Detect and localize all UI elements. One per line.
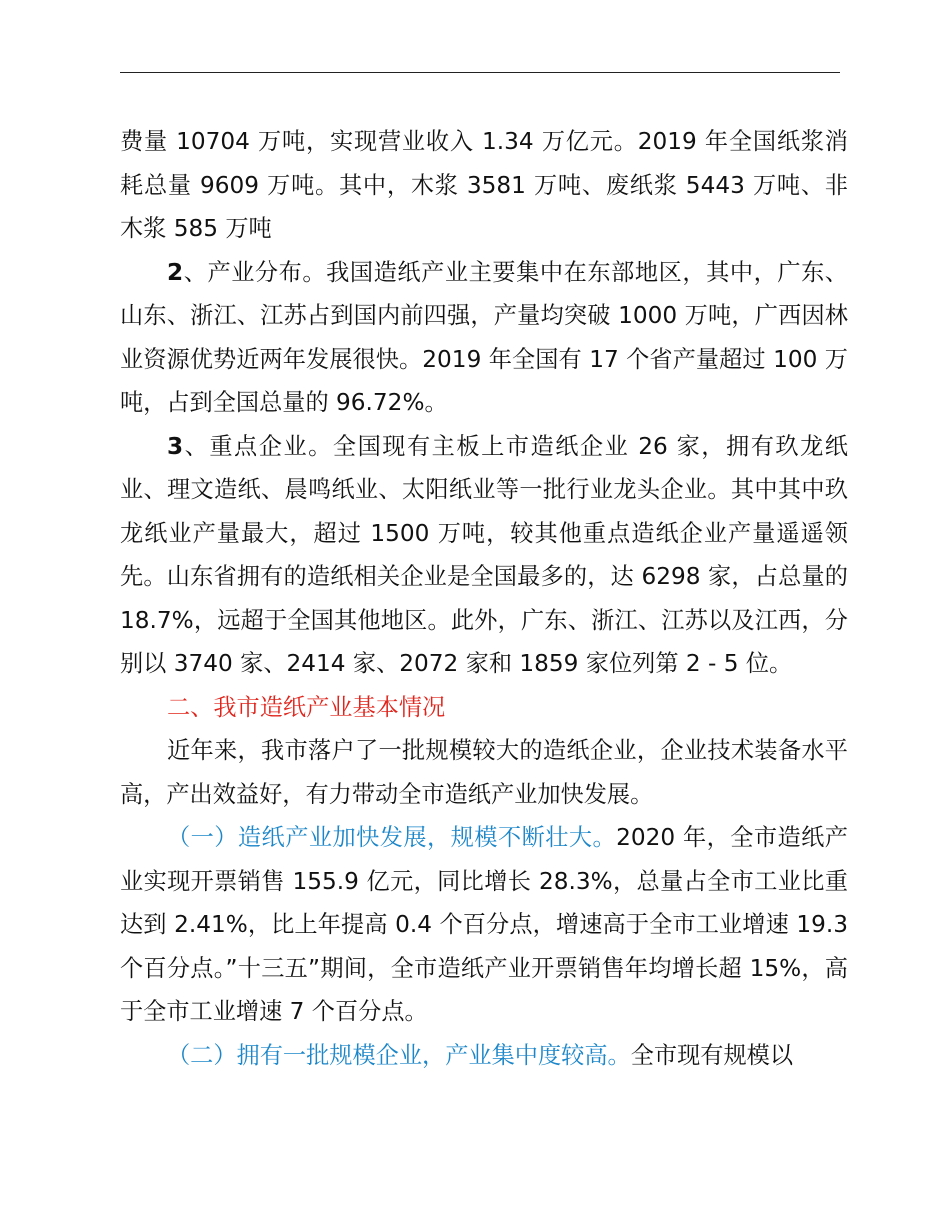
subheading: （一）造纸产业加快发展，规模不断壮大。 xyxy=(167,824,617,851)
paragraph-text: 2020 年，全市造纸产业实现开票销售 155.9 亿元，同比增长 28.3%，总量占全市工业比重达到 2.41%，比上年提高 0.4 个百分点，增速高于全市工业增速 19.3 个百分点。”十三五”期间，全市造纸产业开票销售年均增长超 15%，高于全市工业增速 7 个百分点。 xyxy=(120,824,848,1025)
document-body xyxy=(120,120,848,1077)
subheading: （二）拥有一批规模企业，产业集中度较高。 xyxy=(167,1041,631,1069)
paragraph-key-enterprises xyxy=(120,425,848,686)
paragraph-text: 全市现有规模以 xyxy=(630,1041,794,1069)
paragraph-consumption: 费量 10704 万吨，实现营业收入 1.34 万亿元。2019 年全国纸浆消耗总量 9609 万吨。其中，木浆 3581 万吨、废纸浆 5443 万吨、非木浆 585 万吨 xyxy=(120,128,848,242)
item-number: 3 xyxy=(167,432,184,460)
item-number: 2 xyxy=(167,258,184,286)
header-rule xyxy=(120,72,840,73)
paragraph-industry-distribution xyxy=(120,251,848,425)
paragraph-text: 、重点企业。全国现有主板上市造纸企业 26 家，拥有玖龙纸业、理文造纸、晨鸣纸业、太阳纸业等一批行业龙头企业。其中其中玖龙纸业产量最大，超过 1500 万吨，较其他重点造纸企业产量遥遥领先。山东省拥有的造纸相关企业是全国最多的，达 6298 家，占总量的 18.7%，远超于全国其他地区。此外，广东、浙江、江苏以及江西，分别以 3740 家、2414 家、2072 家和 1859 家位列第 2 - 5 位。 xyxy=(120,432,848,677)
section-heading-city-overview: 二、我市造纸产业基本情况 xyxy=(167,693,446,721)
paragraph-scale-growth xyxy=(120,816,848,1034)
paragraph-text: 、产业分布。我国造纸产业主要集中在东部地区，其中，广东、山东、浙江、江苏占到国内前四强，产量均突破 1000 万吨，广西因林业资源优势近两年发展很快。2019 年全国有 17 个省产量超过 100 万吨，占到全国总量的 96.72%。 xyxy=(120,258,848,416)
paragraph-enterprise-concentration xyxy=(120,1034,848,1078)
paragraph-city-intro: 近年来，我市落户了一批规模较大的造纸企业，企业技术装备水平高，产出效益好，有力带动全市造纸产业加快发展。 xyxy=(120,737,848,808)
